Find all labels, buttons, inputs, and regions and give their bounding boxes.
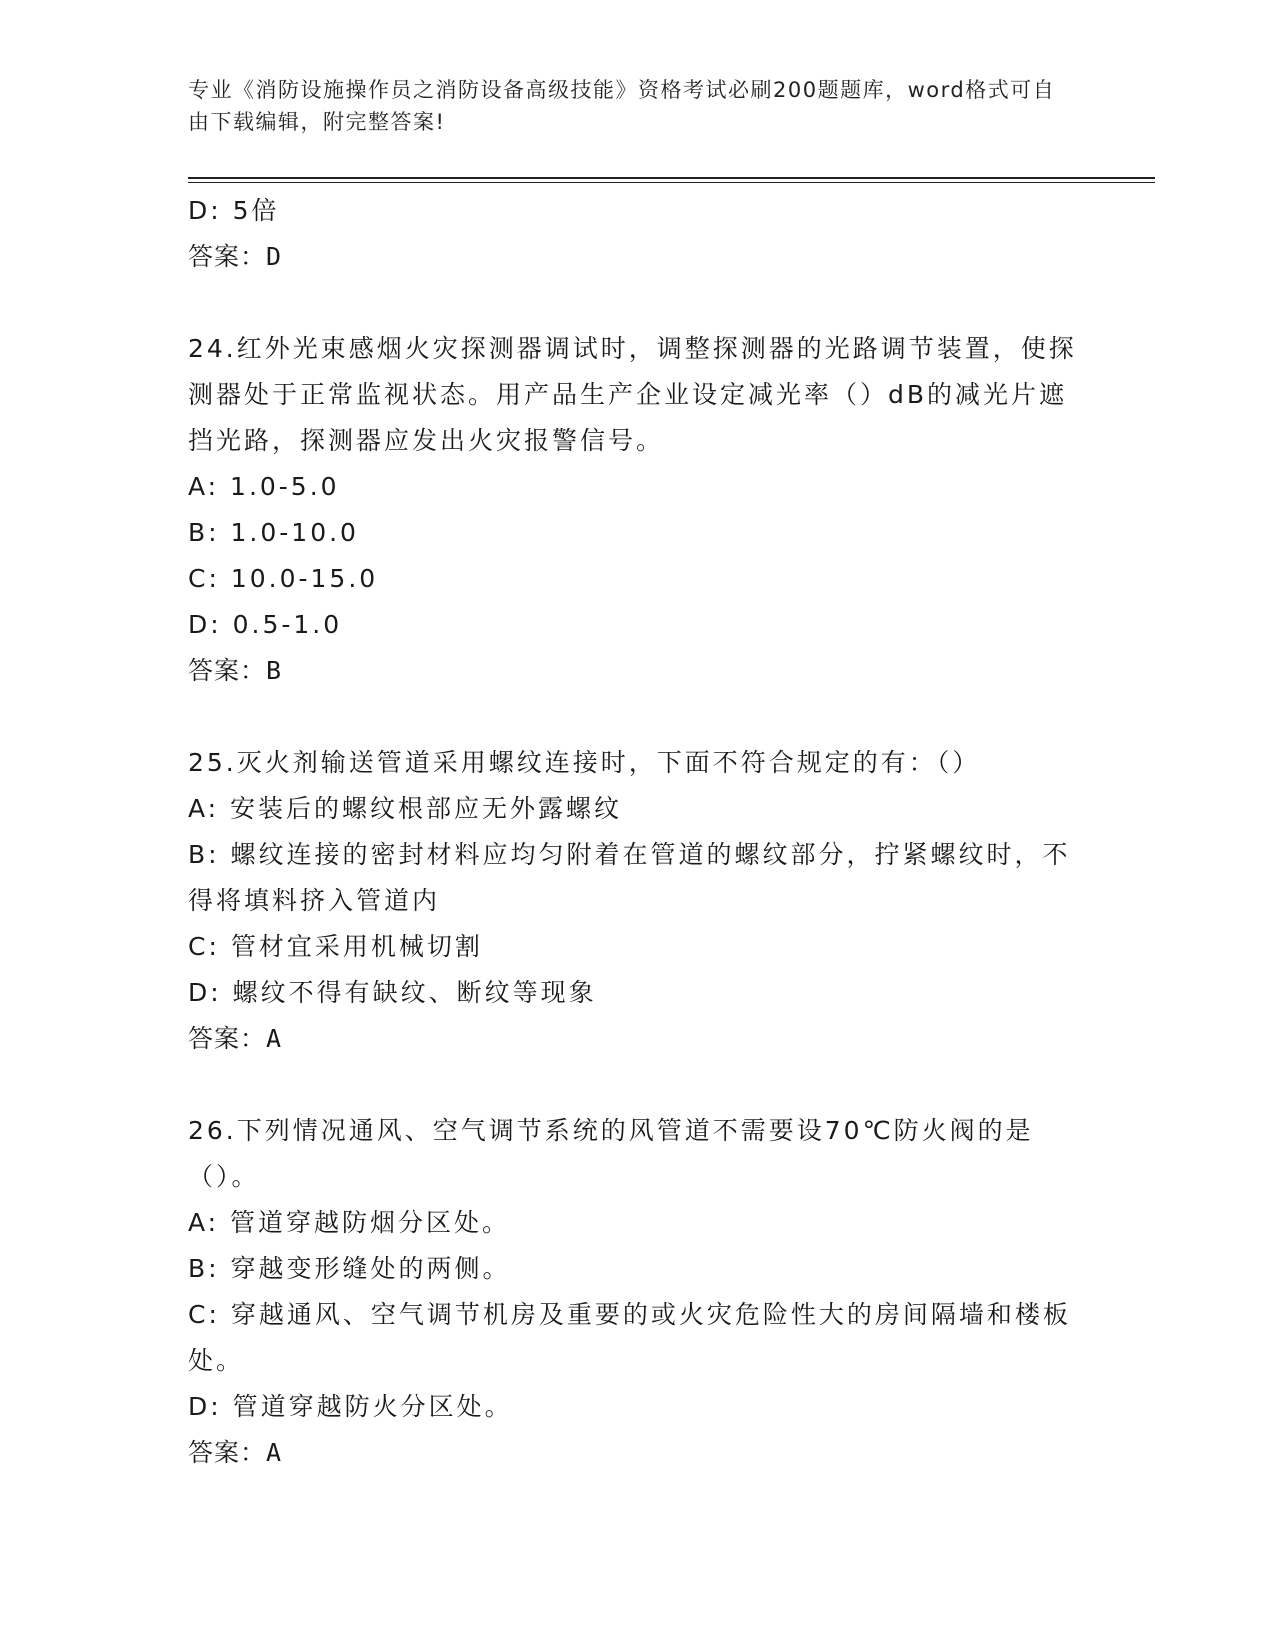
question-list — [188, 188, 1078, 1476]
header-divider-thin — [188, 182, 1155, 183]
answer-line: 答案：B — [188, 656, 283, 685]
option-d: D: 5倍 — [188, 196, 280, 225]
option-c: C: 管材宜采用机械切割 — [188, 932, 483, 961]
spacer — [188, 694, 1078, 740]
spacer — [188, 280, 1078, 326]
option-c: C: 穿越通风、空气调节机房及重要的或火灾危险性大的房间隔墙和楼板处。 — [188, 1300, 1071, 1375]
option-b: B: 1.0-10.0 — [188, 518, 359, 547]
option-d: D: 螺纹不得有缺纹、断纹等现象 — [188, 978, 597, 1007]
option-d: D: 管道穿越防火分区处。 — [188, 1392, 513, 1421]
answer-line: 答案：D — [188, 242, 283, 271]
question-25 — [188, 740, 1078, 1062]
option-c: C: 10.0-15.0 — [188, 564, 379, 593]
option-b: B: 穿越变形缝处的两侧。 — [188, 1254, 511, 1283]
header-text: 专业《消防设施操作员之消防设备高级技能》资格考试必刷200题题库，word格式可自由下载编辑，附完整答案! — [188, 78, 1056, 134]
spacer — [188, 1062, 1078, 1108]
option-b: B: 螺纹连接的密封材料应均匀附着在管道的螺纹部分，拧紧螺纹时，不得将填料挤入管道内 — [188, 840, 1071, 915]
question-26 — [188, 1108, 1078, 1476]
previous-question-tail — [188, 188, 1078, 280]
option-a: A: 安装后的螺纹根部应无外露螺纹 — [188, 794, 623, 823]
option-d: D: 0.5-1.0 — [188, 610, 343, 639]
option-a: A: 1.0-5.0 — [188, 472, 340, 501]
page-header — [188, 74, 1068, 138]
option-a: A: 管道穿越防烟分区处。 — [188, 1208, 511, 1237]
header-divider-thick — [188, 177, 1155, 179]
answer-line: 答案：A — [188, 1438, 283, 1467]
question-stem: 24.红外光束感烟火灾探测器调试时，调整探测器的光路调节装置，使探测器处于正常监视状态。用产品生产企业设定减光率（）dB的减光片遮挡光路，探测器应发出火灾报警信号。 — [188, 334, 1077, 455]
question-stem: 25.灭火剂输送管道采用螺纹连接时，下面不符合规定的有：（） — [188, 748, 981, 777]
answer-line: 答案：A — [188, 1024, 283, 1053]
question-24 — [188, 326, 1078, 694]
question-stem: 26.下列情况通风、空气调节系统的风管道不需要设70℃防火阀的是（）。 — [188, 1116, 1034, 1191]
